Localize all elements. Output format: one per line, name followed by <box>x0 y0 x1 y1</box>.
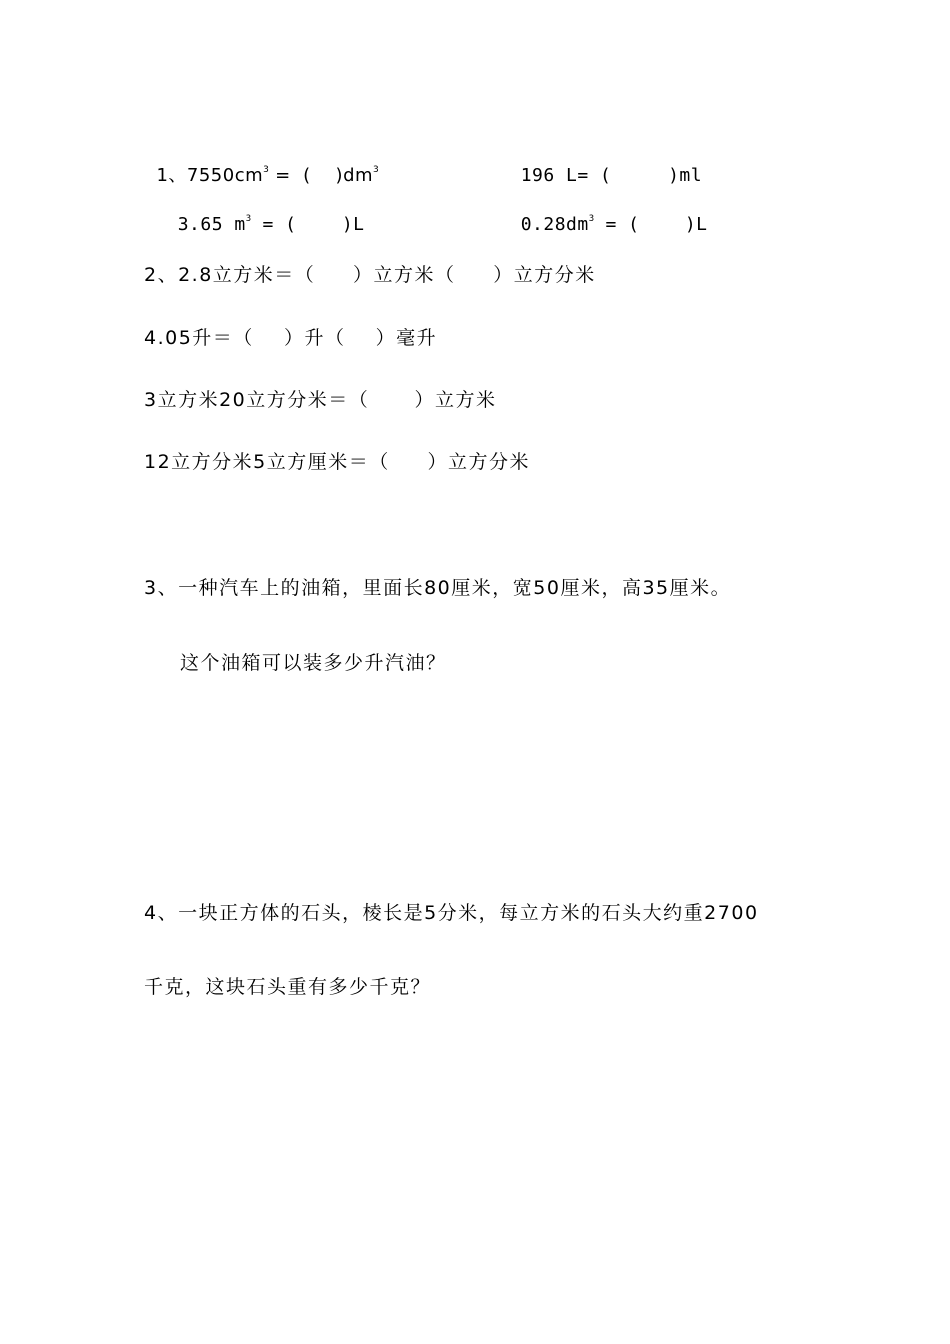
q2-line-2: 4.05升＝（ ）升（ ）毫升 <box>144 327 438 349</box>
q1-a-exp: 3 <box>263 165 269 175</box>
q1-d-prefix: 0.28dm <box>520 214 589 235</box>
q2-line-4: 12立方分米5立方厘米＝（ ）立方分米 <box>144 451 530 473</box>
q1-c-mid: = ( )L <box>251 214 365 235</box>
q1-c-exp: 3 <box>245 214 252 224</box>
q4-line-2: 千克，这块石头重有多少千克？ <box>144 976 432 998</box>
q3-line-1: 3、一种汽车上的油箱，里面长80厘米，宽50厘米，高35厘米。 <box>144 577 732 599</box>
q1-a-mid: = ( )dm <box>268 165 374 186</box>
q1-item-b <box>498 140 702 188</box>
q1-item-a <box>144 140 379 188</box>
q4-line-1: 4、一块正方体的石头，棱长是5分米，每立方米的石头大约重2700 <box>144 902 759 924</box>
q1-a-exp2: 3 <box>373 165 379 175</box>
q1-c-prefix: 3.65 m <box>177 214 246 235</box>
q1-item-c <box>155 189 365 237</box>
q3-line-2: 这个油箱可以装多少升汽油？ <box>180 652 447 674</box>
q2-line-1: 2、2.8立方米＝（ ）立方米（ ）立方分米 <box>144 264 596 286</box>
q1-d-mid: = ( )L <box>594 214 708 235</box>
q1-b-text: 196 L= ( )ml <box>520 165 703 186</box>
q1-a-prefix: 1、7550cm <box>156 165 264 186</box>
q1-d-exp: 3 <box>588 214 595 224</box>
q1-item-d <box>498 189 708 237</box>
q2-line-3: 3立方米20立方分米＝（ ）立方米 <box>144 389 497 411</box>
